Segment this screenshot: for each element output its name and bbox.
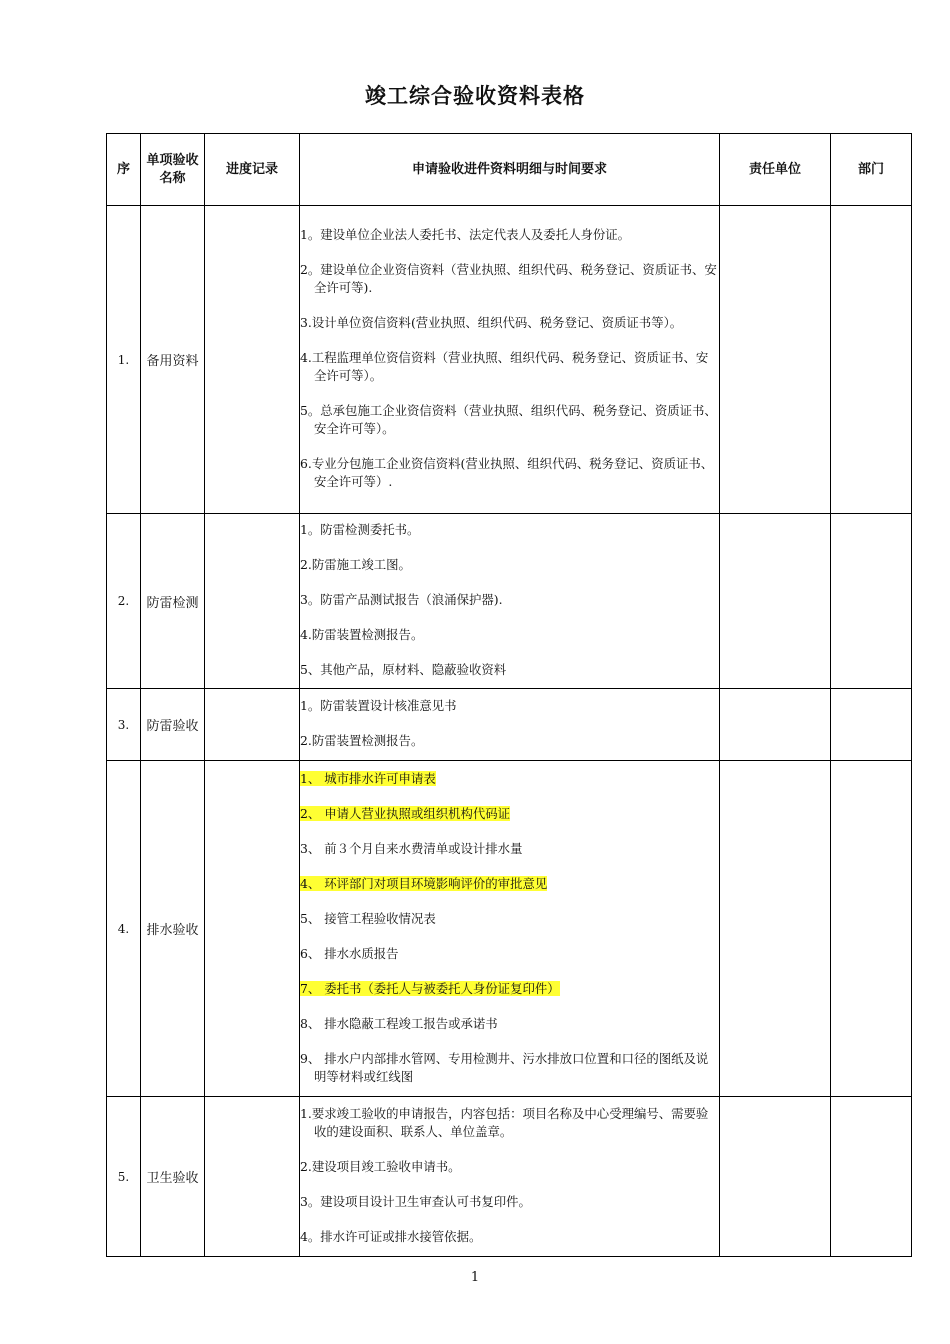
detail-item xyxy=(300,455,719,491)
detail-item xyxy=(300,226,719,244)
row-name: 卫生验收 xyxy=(141,1097,205,1257)
detail-item xyxy=(300,1158,719,1176)
row-seq: 2. xyxy=(107,514,141,689)
detail-item xyxy=(300,1015,719,1033)
detail-item xyxy=(300,1050,719,1086)
detail-text: 4。排水许可证或排水接管依据。 xyxy=(300,1229,482,1244)
highlighted-text: 2、 申请人营业执照或组织机构代码证 xyxy=(300,805,511,821)
row-progress-cell[interactable] xyxy=(205,1097,300,1257)
detail-item xyxy=(300,349,719,385)
row-unit-cell[interactable] xyxy=(720,689,831,761)
acceptance-table xyxy=(106,133,912,1257)
detail-item xyxy=(300,261,719,297)
header-dept: 部门 xyxy=(831,134,912,206)
detail-text: 5。总承包施工企业资信资料（营业执照、组织代码、税务登记、资质证书、安全许可等）。 xyxy=(300,403,717,436)
row-dept-cell[interactable] xyxy=(831,689,912,761)
detail-text: 6.专业分包施工企业资信资料(营业执照、组织代码、税务登记、资质证书、安全许可等）. xyxy=(300,456,714,489)
row-progress-cell[interactable] xyxy=(205,514,300,689)
detail-item xyxy=(300,1105,719,1141)
detail-text: 3。防雷产品测试报告（浪涌保护器). xyxy=(300,592,503,607)
row-unit-cell[interactable] xyxy=(720,206,831,514)
row-progress-cell[interactable] xyxy=(205,206,300,514)
header-details: 申请验收进件资料明细与时间要求 xyxy=(300,134,720,206)
detail-text: 8、 排水隐蔽工程竣工报告或承诺书 xyxy=(300,1015,498,1031)
detail-text: 1.要求竣工验收的申请报告，内容包括：项目名称及中心受理编号、需要验收的建设面积、联系人、单位盖章。 xyxy=(300,1106,709,1139)
row-unit-cell[interactable] xyxy=(720,761,831,1097)
row-name: 防雷验收 xyxy=(141,689,205,761)
page-number: 1 xyxy=(470,1270,480,1285)
table-row xyxy=(107,1097,912,1257)
detail-text: 2。建设单位企业资信资料（营业执照、组织代码、税务登记、资质证书、安全许可等). xyxy=(300,262,717,295)
row-details xyxy=(300,206,720,514)
detail-text: 3。建设项目设计卫生审查认可书复印件。 xyxy=(300,1194,531,1209)
row-seq: 4. xyxy=(107,761,141,1097)
detail-text: 1。防雷检测委托书。 xyxy=(300,522,420,537)
detail-text: 2.防雷施工竣工图。 xyxy=(300,557,411,572)
row-seq: 1. xyxy=(107,206,141,514)
detail-item xyxy=(300,875,719,893)
row-dept-cell[interactable] xyxy=(831,1097,912,1257)
detail-item xyxy=(300,732,719,750)
detail-item xyxy=(300,980,719,998)
detail-item xyxy=(300,805,719,823)
table-row xyxy=(107,206,912,514)
header-progress: 进度记录 xyxy=(205,134,300,206)
detail-text: 3、 前３个月自来水费清单或设计排水量 xyxy=(300,840,523,856)
header-name: 单项验收名称 xyxy=(141,134,205,206)
row-name: 备用资料 xyxy=(141,206,205,514)
table-row xyxy=(107,761,912,1097)
detail-text: 1。建设单位企业法人委托书、法定代表人及委托人身份证。 xyxy=(300,227,631,242)
detail-item xyxy=(300,840,719,858)
detail-item xyxy=(300,314,719,332)
detail-text: 9、 排水户内部排水管网、专用检测井、污水排放口位置和口径的图纸及说明等材料或红线图 xyxy=(300,1050,709,1084)
row-details xyxy=(300,1097,720,1257)
row-details xyxy=(300,761,720,1097)
row-details xyxy=(300,689,720,761)
detail-item xyxy=(300,626,719,644)
row-details xyxy=(300,514,720,689)
detail-text: 4.防雷装置检测报告。 xyxy=(300,627,424,642)
detail-text: 6、 排水水质报告 xyxy=(300,945,399,961)
row-dept-cell[interactable] xyxy=(831,206,912,514)
table-row xyxy=(107,514,912,689)
detail-item xyxy=(300,1228,719,1246)
header-row xyxy=(107,134,912,206)
row-progress-cell[interactable] xyxy=(205,689,300,761)
row-unit-cell[interactable] xyxy=(720,1097,831,1257)
detail-item xyxy=(300,591,719,609)
highlighted-text: 7、 委托书（委托人与被委托人身份证复印件） xyxy=(300,980,560,996)
detail-text: 5、 接管工程验收情况表 xyxy=(300,910,436,926)
table-row xyxy=(107,689,912,761)
row-dept-cell[interactable] xyxy=(831,761,912,1097)
row-name: 防雷检测 xyxy=(141,514,205,689)
detail-item xyxy=(300,556,719,574)
detail-text: 2.防雷装置检测报告。 xyxy=(300,733,424,748)
row-seq: 3. xyxy=(107,689,141,761)
row-unit-cell[interactable] xyxy=(720,514,831,689)
detail-item xyxy=(300,521,719,539)
row-dept-cell[interactable] xyxy=(831,514,912,689)
detail-item xyxy=(300,661,719,679)
header-seq: 序 xyxy=(107,134,141,206)
detail-text: 4.工程监理单位资信资料（营业执照、组织代码、税务登记、资质证书、安全许可等）。 xyxy=(300,350,709,383)
detail-text: 5、其他产品，原材料、隐蔽验收资料 xyxy=(300,662,507,677)
detail-text: 1。防雷装置设计核准意见书 xyxy=(300,698,457,713)
row-name: 排水验收 xyxy=(141,761,205,1097)
detail-item xyxy=(300,910,719,928)
detail-item xyxy=(300,1193,719,1211)
detail-item xyxy=(300,697,719,715)
page-title: 竣工综合验收资料表格 xyxy=(365,84,585,108)
row-progress-cell[interactable] xyxy=(205,761,300,1097)
row-seq: 5. xyxy=(107,1097,141,1257)
detail-item xyxy=(300,945,719,963)
detail-item xyxy=(300,402,719,438)
highlighted-text: 1、 城市排水许可申请表 xyxy=(300,770,436,786)
detail-text: 2.建设项目竣工验收申请书。 xyxy=(300,1159,461,1174)
detail-text: 3.设计单位资信资料(营业执照、组织代码、税务登记、资质证书等）。 xyxy=(300,315,683,330)
highlighted-text: 4、 环评部门对项目环境影响评价的审批意见 xyxy=(300,875,548,891)
header-unit: 责任单位 xyxy=(720,134,831,206)
detail-item xyxy=(300,770,719,788)
